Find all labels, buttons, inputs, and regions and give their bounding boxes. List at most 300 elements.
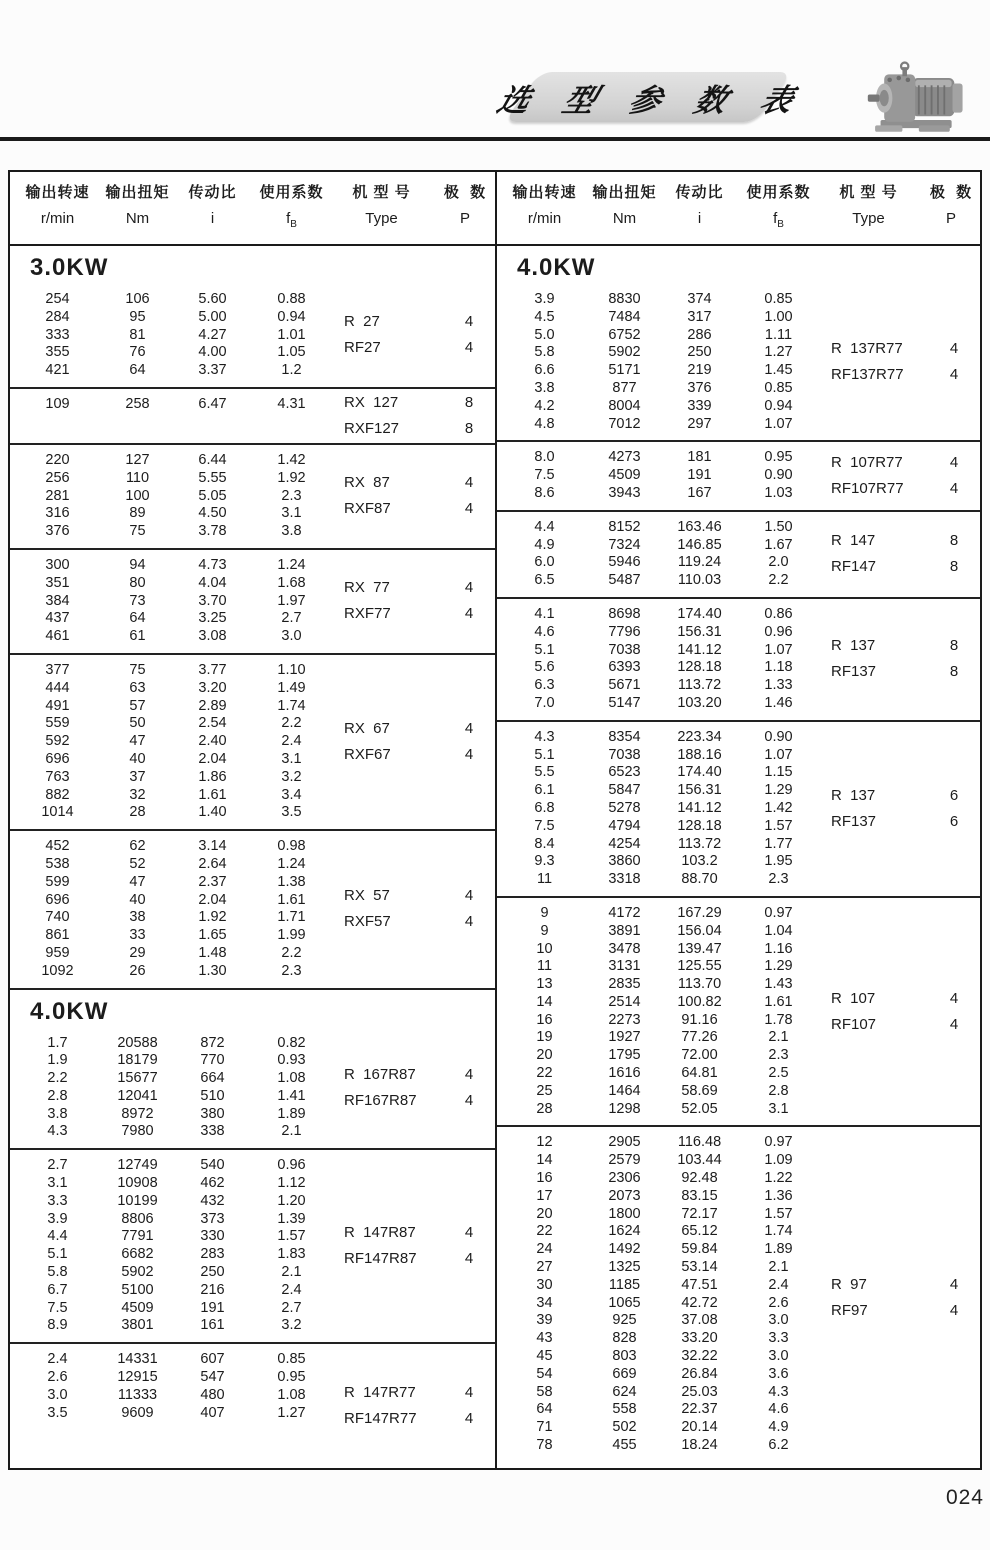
cell-service-factor: 1.24	[277, 855, 306, 872]
cell-speed: 2.2	[47, 1070, 68, 1087]
cell-speed: 3.8	[534, 379, 555, 396]
type-value: R 137R77	[831, 340, 903, 358]
cell-ratio: 125.55	[677, 958, 722, 975]
cell-torque: 8806	[121, 1210, 154, 1227]
cell-service-factor: 1.05	[277, 344, 306, 361]
cell-torque: 40	[129, 750, 146, 767]
cell-service-factor: 1.74	[764, 1223, 793, 1240]
parameter-block	[10, 1028, 495, 1149]
cell-speed: 3.5	[47, 1404, 68, 1421]
cell-speed: 452	[45, 838, 70, 855]
cell-service-factor: 0.90	[764, 728, 793, 745]
type-value: RF147R87	[344, 1250, 417, 1268]
cell-torque: 2273	[608, 1011, 641, 1028]
cell-torque: 89	[129, 505, 146, 522]
cell-torque: 3860	[608, 853, 641, 870]
cell-torque: 64	[129, 362, 146, 379]
column-header-label: 输出转速	[25, 184, 90, 201]
cell-ratio: 376	[687, 379, 712, 396]
page-title-banner	[493, 72, 811, 122]
cell-torque: 1298	[608, 1100, 641, 1117]
type-value: RF137R77	[831, 366, 904, 384]
cell-torque: 3131	[608, 958, 641, 975]
cell-torque: 1624	[608, 1223, 641, 1240]
cell-torque: 76	[129, 344, 146, 361]
cell-torque: 2073	[608, 1187, 641, 1204]
type-value: RF97	[831, 1301, 868, 1319]
cell-service-factor: 1.67	[764, 536, 793, 553]
cell-speed: 11	[536, 958, 553, 975]
cell-torque: 1325	[608, 1259, 641, 1276]
poles-value: 4	[949, 1275, 959, 1293]
poles-value: 4	[949, 480, 959, 498]
cell-service-factor: 1.45	[764, 362, 793, 379]
cell-torque: 11333	[117, 1386, 158, 1403]
poles-value: 4	[949, 1301, 959, 1319]
power-section-label: 3.0KW	[30, 254, 109, 281]
cell-ratio: 2.04	[198, 750, 227, 767]
cell-ratio: 373	[200, 1210, 225, 1227]
poles-cell	[443, 1062, 495, 1114]
type-value: RF107R77	[831, 480, 904, 498]
poles-cell	[443, 470, 495, 522]
cell-speed: 316	[45, 505, 70, 522]
type-value: RX 127	[344, 393, 399, 411]
cell-torque: 52	[129, 855, 146, 872]
cell-ratio: 2.64	[198, 855, 227, 872]
column-header-unit: r/min	[40, 210, 75, 227]
cell-ratio: 174.40	[677, 605, 722, 622]
power-section-label: 4.0KW	[30, 997, 109, 1025]
cell-service-factor: 1.95	[764, 853, 793, 870]
cell-ratio: 297	[687, 415, 712, 432]
column-header-unit: $f_B$	[286, 210, 297, 230]
cell-speed: 421	[45, 362, 70, 379]
cell-torque: 110	[125, 469, 150, 486]
cell-ratio: 339	[687, 397, 712, 414]
cell-speed: 4.5	[534, 308, 555, 325]
cell-service-factor: 2.1	[768, 1259, 789, 1276]
cell-ratio: 607	[200, 1351, 225, 1368]
cell-service-factor: 3.2	[281, 768, 302, 785]
column-header-unit: Type	[365, 210, 398, 227]
cell-speed: 10	[536, 940, 553, 957]
poles-value: 8	[464, 393, 474, 411]
cell-ratio: 103.2	[681, 853, 718, 870]
cell-ratio: 72.00	[681, 1047, 718, 1064]
cell-speed: 1014	[41, 804, 74, 821]
poles-cell	[443, 309, 495, 361]
cell-service-factor: 1.61	[764, 993, 793, 1010]
cell-torque: 502	[612, 1419, 637, 1436]
cell-service-factor: 1.11	[764, 326, 793, 343]
cell-ratio: 22.37	[681, 1401, 718, 1418]
type-value: RX 87	[344, 474, 390, 492]
cell-ratio: 2.54	[198, 715, 227, 732]
cell-ratio: 3.77	[198, 661, 227, 678]
parameter-block	[10, 653, 495, 829]
cell-ratio: 25.03	[681, 1383, 718, 1400]
column-header-unit: Nm	[125, 210, 150, 227]
parameter-block	[497, 597, 980, 720]
cell-speed: 27	[536, 1259, 553, 1276]
cell-speed: 3.3	[47, 1192, 68, 1209]
cell-speed: 2.7	[47, 1157, 68, 1174]
cell-ratio: 26.84	[681, 1365, 718, 1382]
cell-speed: 7.0	[534, 694, 555, 711]
cell-service-factor: 2.4	[281, 1281, 302, 1298]
cell-service-factor: 1.74	[277, 697, 306, 714]
cell-torque: 106	[125, 291, 150, 307]
cell-ratio: 2.37	[198, 873, 227, 890]
column-header-label: 输出转速	[512, 184, 577, 201]
poles-value: 8	[464, 419, 474, 437]
header-divider-rule	[0, 137, 990, 141]
cell-service-factor: 2.7	[281, 610, 302, 627]
cell-ratio: 1.92	[198, 909, 227, 926]
cell-speed: 39	[536, 1312, 553, 1329]
cell-speed: 376	[45, 523, 70, 540]
cell-speed: 13	[536, 976, 553, 993]
cell-ratio: 83.15	[681, 1187, 718, 1204]
poles-value: 4	[464, 605, 474, 623]
cell-speed: 6.3	[534, 677, 555, 694]
column-header-label: 机 型 号	[352, 184, 411, 201]
power-section	[497, 246, 980, 1468]
cell-service-factor: 0.97	[764, 1134, 793, 1151]
cell-speed: 16	[536, 1011, 553, 1028]
cell-service-factor: 2.3	[281, 962, 302, 979]
type-value: R 107	[831, 989, 876, 1007]
cell-service-factor: 2.4	[768, 1276, 789, 1293]
power-section	[10, 246, 495, 988]
cell-ratio: 77.26	[681, 1029, 718, 1046]
type-value: RX 77	[344, 579, 390, 597]
cell-speed: 54	[536, 1365, 553, 1382]
type-value: R 97	[831, 1275, 867, 1293]
cell-torque: 94	[129, 556, 146, 573]
cell-service-factor: 1.38	[277, 873, 306, 890]
cell-ratio: 163.46	[677, 518, 722, 535]
cell-ratio: 3.70	[198, 592, 227, 609]
cell-speed: 5.1	[47, 1246, 68, 1263]
cell-torque: 12915	[117, 1369, 158, 1386]
type-value: RX 67	[344, 720, 390, 738]
cell-service-factor: 0.93	[277, 1052, 306, 1069]
cell-service-factor: 3.6	[768, 1365, 789, 1382]
cell-ratio: 1.48	[198, 944, 227, 961]
poles-cell	[443, 883, 495, 935]
cell-torque: 1185	[608, 1276, 641, 1293]
cell-service-factor: 1.99	[277, 927, 306, 944]
cell-torque: 10199	[117, 1192, 158, 1209]
cell-speed: 22	[536, 1223, 553, 1240]
cell-service-factor: 1.27	[277, 1404, 306, 1421]
cell-ratio: 156.31	[677, 782, 722, 799]
cell-service-factor: 1.71	[277, 909, 306, 926]
type-value: RXF127	[344, 419, 400, 437]
cell-speed: 220	[45, 451, 70, 468]
cell-speed: 882	[45, 786, 70, 803]
type-value: RXF57	[344, 913, 391, 931]
cell-service-factor: 0.90	[764, 467, 793, 484]
cell-speed: 3.0	[47, 1386, 68, 1403]
cell-service-factor: 1.10	[277, 661, 306, 678]
cell-ratio: 59.84	[681, 1241, 718, 1258]
cell-service-factor: 2.2	[768, 572, 789, 589]
poles-value: 8	[949, 558, 959, 576]
cell-torque: 5278	[608, 799, 641, 816]
cell-torque: 5902	[608, 344, 641, 361]
cell-speed: 4.6	[534, 623, 555, 640]
cell-ratio: 141.12	[677, 799, 722, 816]
column-header-labels	[497, 180, 980, 206]
column-header-units	[10, 206, 495, 238]
poles-value: 4	[464, 579, 474, 597]
type-cell	[328, 1062, 440, 1114]
cell-ratio: 1.65	[198, 927, 227, 944]
cell-torque: 80	[129, 574, 146, 591]
cell-torque: 7012	[608, 415, 641, 432]
cell-service-factor: 0.94	[277, 308, 306, 325]
cell-speed: 4.1	[534, 605, 555, 622]
type-value: R 147R77	[344, 1384, 416, 1402]
poles-cell	[443, 1380, 495, 1432]
cell-torque: 258	[125, 395, 150, 412]
cell-speed: 355	[45, 344, 70, 361]
cell-ratio: 317	[687, 308, 712, 325]
type-value: R 147R87	[344, 1224, 416, 1242]
type-cell	[815, 1272, 927, 1324]
cell-torque: 61	[129, 628, 146, 645]
type-cell	[815, 783, 927, 835]
column-header-unit: i	[697, 210, 702, 227]
cell-service-factor: 0.95	[277, 1369, 306, 1386]
cell-torque: 28	[129, 804, 146, 821]
cell-torque: 2905	[608, 1134, 641, 1151]
cell-speed: 6.1	[534, 782, 555, 799]
cell-speed: 254	[45, 291, 70, 307]
cell-speed: 9.3	[534, 853, 555, 870]
cell-service-factor: 1.08	[277, 1386, 306, 1403]
cell-ratio: 4.50	[198, 505, 227, 522]
cell-ratio: 1.61	[198, 786, 227, 803]
cell-ratio: 113.72	[677, 677, 722, 694]
column-header-unit: P	[459, 210, 470, 227]
cell-service-factor: 0.96	[764, 623, 793, 640]
cell-ratio: 113.70	[677, 976, 722, 993]
column-header-label: 机 型 号	[839, 184, 898, 201]
power-sections	[497, 246, 980, 1468]
cell-service-factor: 1.68	[277, 574, 306, 591]
type-value: R 147	[831, 532, 876, 550]
cell-ratio: 110.03	[677, 572, 722, 589]
cell-speed: 28	[536, 1100, 553, 1117]
cell-service-factor: 0.96	[277, 1157, 306, 1174]
type-cell	[815, 528, 927, 580]
cell-ratio: 462	[200, 1175, 225, 1192]
cell-torque: 4172	[608, 904, 641, 921]
cell-torque: 4794	[608, 817, 641, 834]
type-value: RXF77	[344, 605, 391, 623]
type-value: RF147R77	[344, 1410, 417, 1428]
cell-speed: 6.0	[534, 554, 555, 571]
cell-speed: 78	[536, 1437, 553, 1454]
poles-value: 4	[464, 720, 474, 738]
cell-speed: 1.9	[47, 1052, 68, 1069]
cell-service-factor: 1.18	[764, 659, 793, 676]
cell-torque: 7791	[121, 1228, 154, 1245]
type-value: R 137	[831, 786, 876, 804]
cell-service-factor: 1.20	[277, 1192, 306, 1209]
cell-speed: 444	[45, 679, 70, 696]
column-header-label: 使用系数	[746, 184, 811, 201]
cell-service-factor: 1.01	[277, 326, 306, 343]
cell-speed: 20	[536, 1205, 553, 1222]
cell-service-factor: 1.36	[764, 1187, 793, 1204]
cell-service-factor: 3.8	[281, 523, 302, 540]
cell-service-factor: 1.78	[764, 1011, 793, 1028]
cell-service-factor: 1.42	[277, 451, 306, 468]
column-header-unit: Nm	[612, 210, 637, 227]
poles-value: 4	[464, 1091, 474, 1109]
cell-speed: 8.0	[534, 449, 555, 466]
cell-service-factor: 1.22	[764, 1170, 793, 1187]
cell-torque: 4273	[608, 449, 641, 466]
poles-cell	[443, 1220, 495, 1272]
cell-torque: 6393	[608, 659, 641, 676]
cell-torque: 8354	[608, 728, 641, 745]
cell-speed: 592	[45, 733, 70, 750]
cell-ratio: 119.24	[677, 554, 722, 571]
cell-service-factor: 1.92	[277, 469, 306, 486]
cell-ratio: 53.14	[681, 1259, 718, 1276]
cell-ratio: 5.00	[198, 308, 227, 325]
cell-torque: 1800	[608, 1205, 641, 1222]
cell-speed: 6.5	[534, 572, 555, 589]
cell-ratio: 1.86	[198, 768, 227, 785]
cell-service-factor: 1.83	[277, 1246, 306, 1263]
poles-value: 4	[464, 313, 474, 331]
cell-service-factor: 3.0	[768, 1312, 789, 1329]
cell-ratio: 3.78	[198, 523, 227, 540]
cell-speed: 7.5	[534, 467, 555, 484]
cell-torque: 1795	[608, 1047, 641, 1064]
poles-value: 4	[949, 454, 959, 472]
cell-ratio: 664	[200, 1070, 225, 1087]
cell-torque: 558	[612, 1401, 637, 1418]
type-cell	[815, 986, 927, 1038]
cell-ratio: 58.69	[681, 1082, 718, 1099]
parameter-block	[10, 829, 495, 987]
cell-speed: 11	[536, 871, 553, 888]
cell-speed: 5.8	[47, 1264, 68, 1281]
cell-speed: 4.4	[534, 518, 555, 535]
cell-ratio: 872	[200, 1034, 225, 1051]
cell-torque: 1492	[608, 1241, 641, 1258]
cell-speed: 5.5	[534, 764, 555, 781]
poles-cell	[928, 450, 980, 502]
poles-value: 4	[464, 500, 474, 518]
cell-speed: 8.6	[534, 484, 555, 501]
cell-service-factor: 1.97	[277, 592, 306, 609]
cell-speed: 333	[45, 326, 70, 343]
cell-speed: 6.6	[534, 362, 555, 379]
cell-service-factor: 1.57	[764, 817, 793, 834]
poles-value: 6	[949, 812, 959, 830]
cell-ratio: 161	[200, 1317, 225, 1334]
cell-speed: 538	[45, 855, 70, 872]
cell-speed: 71	[536, 1419, 553, 1436]
cell-ratio: 4.00	[198, 344, 227, 361]
type-value: RF137	[831, 812, 877, 830]
cell-service-factor: 3.2	[281, 1317, 302, 1334]
cell-ratio: 330	[200, 1228, 225, 1245]
poles-value: 4	[464, 1224, 474, 1242]
table-right-half	[495, 172, 980, 1468]
cell-service-factor: 2.3	[768, 871, 789, 888]
type-value: RXF87	[344, 500, 391, 518]
parameter-block	[10, 1342, 495, 1468]
cell-speed: 43	[536, 1330, 553, 1347]
cell-torque: 62	[129, 838, 146, 855]
cell-service-factor: 1.04	[764, 922, 793, 939]
cell-ratio: 3.14	[198, 838, 227, 855]
cell-service-factor: 0.85	[764, 379, 793, 396]
cell-service-factor: 1.09	[764, 1152, 793, 1169]
poles-cell	[928, 1272, 980, 1324]
cell-service-factor: 1.07	[764, 746, 793, 763]
type-cell	[328, 470, 440, 522]
cell-speed: 4.3	[534, 728, 555, 745]
cell-ratio: 540	[200, 1157, 225, 1174]
cell-service-factor: 1.24	[277, 556, 306, 573]
poles-cell	[443, 390, 495, 442]
cell-speed: 284	[45, 308, 70, 325]
type-value: RF147	[831, 558, 877, 576]
column-header-unit-subscript: B	[777, 219, 784, 230]
cell-ratio: 33.20	[681, 1330, 718, 1347]
cell-speed: 861	[45, 927, 70, 944]
type-value: RF167R87	[344, 1091, 417, 1109]
cell-service-factor: 1.39	[277, 1210, 306, 1227]
cell-speed: 8.4	[534, 835, 555, 852]
parameter-block	[10, 387, 495, 443]
cell-service-factor: 1.49	[277, 679, 306, 696]
cell-ratio: 191	[687, 467, 712, 484]
cell-torque: 14331	[117, 1351, 158, 1368]
cell-service-factor: 1.77	[764, 835, 793, 852]
cell-service-factor: 1.89	[277, 1105, 306, 1122]
cell-speed: 25	[536, 1082, 553, 1099]
cell-service-factor: 1.03	[764, 484, 793, 501]
cell-service-factor: 0.88	[277, 291, 306, 307]
cell-torque: 4254	[608, 835, 641, 852]
cell-ratio: 1.40	[198, 804, 227, 821]
cell-torque: 15677	[117, 1070, 158, 1087]
cell-service-factor: 2.8	[768, 1082, 789, 1099]
cell-service-factor: 2.7	[281, 1299, 302, 1316]
poles-cell	[443, 716, 495, 768]
cell-speed: 384	[45, 592, 70, 609]
page-number: 024	[945, 1486, 984, 1509]
poles-value: 4	[464, 746, 474, 764]
cell-speed: 6.7	[47, 1281, 68, 1298]
cell-speed: 64	[536, 1401, 553, 1418]
cell-service-factor: 2.2	[281, 944, 302, 961]
cell-ratio: 250	[687, 344, 712, 361]
cell-service-factor: 2.1	[768, 1029, 789, 1046]
